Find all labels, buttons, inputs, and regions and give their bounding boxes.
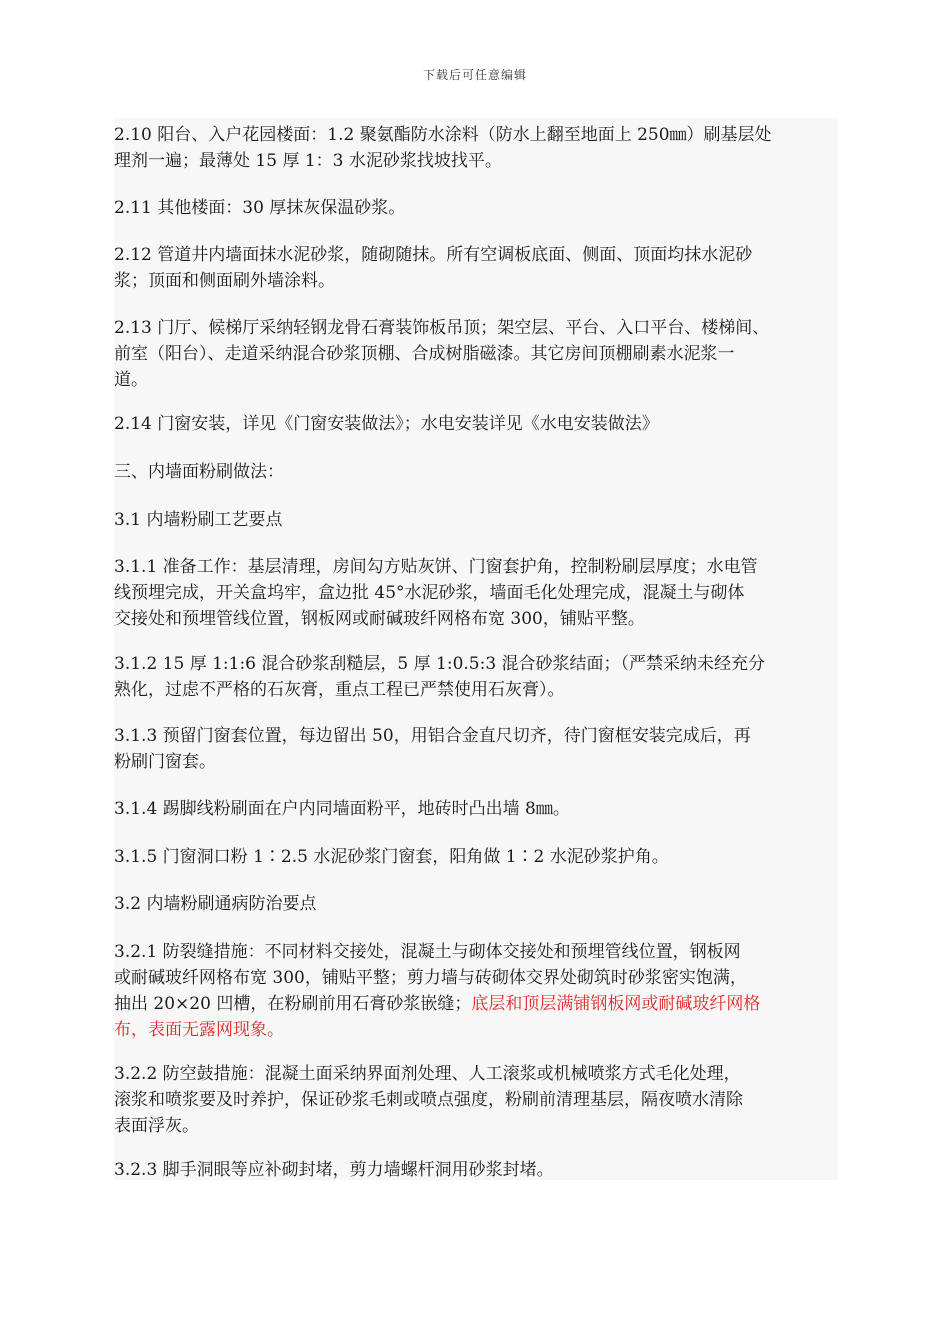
paragraph-2-11 (114, 195, 838, 221)
paragraph-2-10 (114, 122, 838, 174)
text-line: 理剂一遍；最薄处 15 厚 1：3 水泥砂浆找坡找平。 (114, 151, 502, 171)
paragraph-3-1-3 (114, 723, 838, 775)
text-line: 3.1.1 准备工作：基层清理，房间勾方贴灰饼、门窗套护角，控制粉刷层厚度；水电管 (114, 557, 758, 577)
subsection-heading-3-1 (114, 507, 838, 533)
text-line: 表面浮灰。 (114, 1116, 199, 1136)
section-heading-3 (114, 459, 838, 485)
paragraph-2-14 (114, 411, 838, 437)
highlighted-text: 布，表面无露网现象。 (114, 1020, 284, 1040)
text-line: 3.2.2 防空鼓措施：混凝土面采纳界面剂处理、人工滚浆或机械喷浆方式毛化处理， (114, 1064, 741, 1084)
text-line: 3.2.3 脚手洞眼等应补砌封堵，剪力墙螺杆洞用砂浆封堵。 (114, 1160, 554, 1180)
paragraph-3-1-2 (114, 651, 838, 703)
text-line: 3.1.5 门窗洞口粉 1∶2.5 水泥砂浆门窗套，阳角做 1∶2 水泥砂浆护角。 (114, 847, 669, 867)
text-line: 前室（阳台）、走道采纳混合砂浆顶棚、合成树脂磁漆。其它房间顶棚刷素水泥浆一 (114, 344, 735, 364)
text-line: 交接处和预埋管线位置，钢板网或耐碱玻纤网格布宽 300，铺贴平整。 (114, 609, 645, 629)
text-line: 或耐碱玻纤网格布宽 300，铺贴平整；剪力墙与砖砌体交界处砌筑时砂浆密实饱满， (114, 968, 747, 988)
text-line (114, 991, 838, 1017)
text-line: 2.13 门厅、候梯厅采纳轻钢龙骨石膏装饰板吊顶；架空层、平台、入口平台、楼梯间、 (114, 318, 770, 338)
text-line: 3.1.4 踢脚线粉刷面在户内同墙面粉平，地砖时凸出墙 8㎜。 (114, 799, 570, 819)
text-run: 抽出 20×20 凹槽，在粉刷前用石膏砂浆嵌缝； (114, 994, 472, 1014)
text-line: 3.1.3 预留门窗套位置，每边留出 50，用铝合金直尺切齐，待门窗框安装完成后，再 (114, 726, 751, 746)
paragraph-3-1-4 (114, 796, 838, 822)
text-line: 三、内墙面粉刷做法： (114, 462, 284, 482)
paragraph-2-13 (114, 315, 838, 393)
page-header-note: 下载后可任意编辑 (422, 68, 527, 82)
highlighted-text: 底层和顶层满铺钢板网或耐碱玻纤网格 (471, 994, 761, 1014)
text-line: 2.14 门窗安装，详见《门窗安装做法》；水电安装详见《水电安装做法》 (114, 414, 659, 434)
paragraph-3-2-3 (114, 1157, 838, 1183)
document-body (114, 118, 838, 1180)
paragraph-3-2-2 (114, 1061, 838, 1139)
text-line: 2.11 其他楼面：30 厚抹灰保温砂浆。 (114, 198, 406, 218)
text-line: 2.12 管道井内墙面抹水泥砂浆，随砌随抹。所有空调板底面、侧面、顶面均抹水泥砂 (114, 245, 753, 265)
text-line: 3.2.1 防裂缝措施：不同材料交接处，混凝土与砌体交接处和预埋管线位置，钢板网 (114, 942, 741, 962)
text-line: 熟化，过虑不严格的石灰膏，重点工程已严禁使用石灰膏）。 (114, 680, 565, 700)
paragraph-3-1-1 (114, 554, 838, 632)
subsection-heading-3-2 (114, 891, 838, 917)
paragraph-3-2-1 (114, 939, 838, 1043)
text-line: 3.2 内墙粉刷通病防治要点 (114, 894, 317, 914)
text-line: 2.10 阳台、入户花园楼面：1.2 聚氨酯防水涂料（防水上翻至地面上 250㎜）刷基层处 (114, 125, 772, 145)
text-line: 线预埋完成，开关盒坞牢，盒边批 45°水泥砂浆，墙面毛化处理完成，混凝土与砌体 (114, 583, 745, 603)
paragraph-3-1-5 (114, 844, 838, 870)
paragraph-2-12 (114, 242, 838, 294)
text-line: 浆；顶面和侧面刷外墙涂料。 (114, 271, 335, 291)
text-line: 3.1.2 15 厚 1:1:6 混合砂浆刮糙层，5 厚 1:0.5:3 混合砂浆结面；（严禁采纳未经充分 (114, 654, 766, 674)
text-line: 粉刷门窗套。 (114, 752, 216, 772)
text-line: 道。 (114, 370, 148, 390)
text-line: 3.1 内墙粉刷工艺要点 (114, 510, 283, 530)
text-line: 滚浆和喷浆要及时养护，保证砂浆毛刺或喷点强度，粉刷前清理基层，隔夜喷水清除 (114, 1090, 743, 1110)
